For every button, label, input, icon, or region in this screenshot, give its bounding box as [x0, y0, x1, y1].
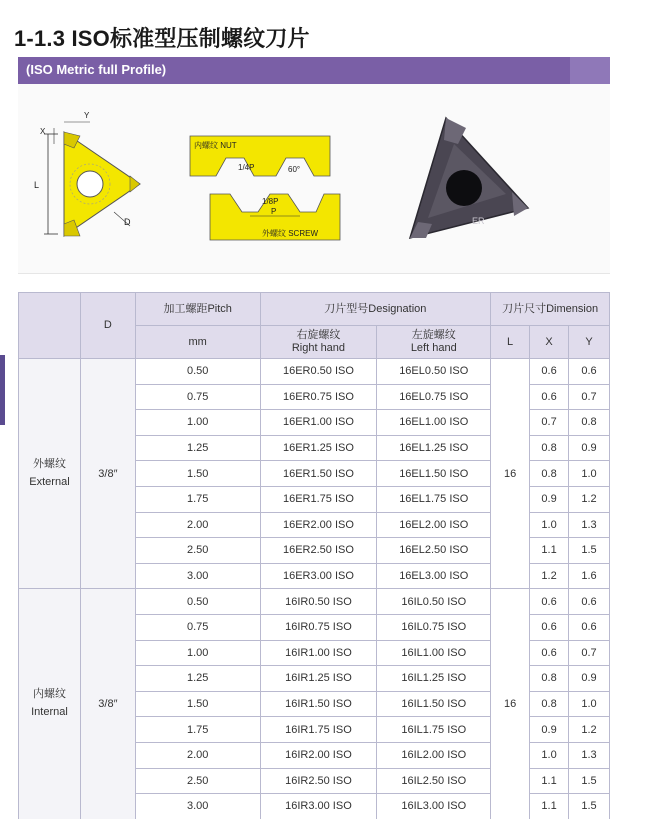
angle-label: 60°	[288, 165, 301, 174]
x-cell: 1.0	[530, 512, 569, 538]
x-cell: 0.8	[530, 691, 569, 717]
x-cell: 0.7	[530, 410, 569, 436]
x-cell: 0.6	[530, 589, 569, 615]
left-hand-cell: 16IL2.00 ISO	[377, 742, 491, 768]
thread-type-cell	[19, 359, 81, 589]
pitch-cell: 3.00	[135, 794, 260, 819]
thread-type-cell	[19, 589, 81, 819]
left-hand-cell: 16EL1.25 ISO	[377, 435, 491, 461]
header-right-en: Right hand	[291, 342, 346, 354]
y-cell: 1.5	[569, 794, 610, 819]
thread-type-cn: 外螺纹	[32, 458, 66, 471]
figure-area	[18, 84, 610, 274]
right-hand-cell: 16IR3.00 ISO	[260, 794, 377, 819]
x-cell: 1.2	[530, 563, 569, 589]
header-y: Y	[569, 326, 610, 359]
header-pitch: 加工螺距Pitch	[135, 293, 260, 326]
left-hand-cell: 16EL0.50 ISO	[377, 359, 491, 385]
y-cell: 0.9	[569, 435, 610, 461]
thread-profile-drawing	[190, 136, 340, 240]
y-cell: 0.8	[569, 410, 610, 436]
y-cell: 0.6	[569, 359, 610, 385]
pitch-cell: 0.75	[135, 614, 260, 640]
pitch-cell: 2.50	[135, 768, 260, 794]
insert-dimension-drawing	[34, 111, 140, 236]
spec-table-body	[19, 359, 610, 819]
y-cell: 0.7	[569, 640, 610, 666]
right-hand-cell: 16ER1.00 ISO	[260, 410, 377, 436]
y-cell: 1.3	[569, 512, 610, 538]
header-type-cell	[19, 293, 81, 359]
header-dimension: 刀片尺寸Dimension	[491, 293, 610, 326]
left-hand-cell: 16IL1.25 ISO	[377, 666, 491, 692]
pitch-cell: 0.75	[135, 384, 260, 410]
y-cell: 1.2	[569, 486, 610, 512]
left-hand-cell: 16EL1.00 ISO	[377, 410, 491, 436]
length-cell: 16	[491, 359, 530, 589]
y-cell: 0.7	[569, 384, 610, 410]
pitch-cell: 1.50	[135, 461, 260, 487]
thread-type-en: External	[29, 475, 70, 488]
x-cell: 0.8	[530, 435, 569, 461]
right-hand-cell: 16IR2.00 ISO	[260, 742, 377, 768]
left-hand-cell: 16IL0.50 ISO	[377, 589, 491, 615]
y-cell: 1.0	[569, 691, 610, 717]
left-hand-cell: 16EL2.00 ISO	[377, 512, 491, 538]
header-row-1	[19, 293, 610, 326]
right-hand-cell: 16IR0.75 ISO	[260, 614, 377, 640]
left-hand-cell: 16IL0.75 ISO	[377, 614, 491, 640]
x-cell: 0.6	[530, 359, 569, 385]
section-band	[18, 57, 610, 84]
x-cell: 0.6	[530, 614, 569, 640]
right-hand-cell: 16ER1.25 ISO	[260, 435, 377, 461]
dim-d-label: D	[124, 217, 131, 227]
x-cell: 1.1	[530, 538, 569, 564]
section-subtitle: (ISO Metric full Profile)	[26, 62, 167, 77]
length-cell: 16	[491, 589, 530, 819]
left-hand-cell: 16EL2.50 ISO	[377, 538, 491, 564]
right-hand-cell: 16IR0.50 ISO	[260, 589, 377, 615]
y-cell: 1.6	[569, 563, 610, 589]
y-cell: 1.5	[569, 538, 610, 564]
d-size-cell: 3/8″	[80, 589, 135, 819]
thread-type-en: Internal	[31, 706, 68, 719]
right-hand-cell: 16ER1.50 ISO	[260, 461, 377, 487]
nut-label: 内螺纹 NUT	[194, 141, 237, 150]
d-size-cell: 3/8″	[80, 359, 135, 589]
x-cell: 1.0	[530, 742, 569, 768]
left-hand-cell: 16IL1.50 ISO	[377, 691, 491, 717]
insert-photo	[410, 118, 528, 238]
x-cell: 0.9	[530, 486, 569, 512]
header-l: L	[491, 326, 530, 359]
page-title: 1-1.3 ISO标准型压制螺纹刀片	[14, 26, 310, 51]
right-hand-cell: 16IR1.25 ISO	[260, 666, 377, 692]
right-hand-cell: 16IR1.75 ISO	[260, 717, 377, 743]
right-hand-cell: 16IR1.00 ISO	[260, 640, 377, 666]
screw-label: 外螺纹 SCREW	[262, 229, 318, 238]
x-cell: 1.1	[530, 794, 569, 819]
left-hand-cell: 16EL1.50 ISO	[377, 461, 491, 487]
table-row	[19, 359, 610, 385]
left-accent-bar	[0, 355, 5, 425]
eighth-pitch-label: 1/8P	[262, 197, 279, 206]
header-left-cn: 左旋螺纹	[411, 329, 456, 342]
insert-hole	[77, 171, 103, 197]
y-cell: 0.6	[569, 589, 610, 615]
figures-svg	[18, 84, 610, 274]
left-hand-cell: 16EL3.00 ISO	[377, 563, 491, 589]
pitch-cell: 2.00	[135, 742, 260, 768]
right-hand-cell: 16ER1.75 ISO	[260, 486, 377, 512]
pitch-cell: 1.00	[135, 410, 260, 436]
pitch-label: P	[271, 207, 277, 216]
left-hand-cell: 16IL1.00 ISO	[377, 640, 491, 666]
y-cell: 0.9	[569, 666, 610, 692]
thread-type-cn: 内螺纹	[32, 688, 66, 701]
pitch-cell: 2.00	[135, 512, 260, 538]
y-cell: 1.0	[569, 461, 610, 487]
header-right-hand	[260, 326, 377, 359]
dim-x-label: X	[40, 127, 46, 136]
x-cell: 0.6	[530, 640, 569, 666]
pitch-cell: 0.50	[135, 359, 260, 385]
y-cell: 1.2	[569, 717, 610, 743]
pitch-cell: 1.00	[135, 640, 260, 666]
pitch-cell: 1.75	[135, 486, 260, 512]
x-cell: 0.6	[530, 384, 569, 410]
right-hand-cell: 16ER0.75 ISO	[260, 384, 377, 410]
right-hand-cell: 16IR2.50 ISO	[260, 768, 377, 794]
left-hand-cell: 16EL0.75 ISO	[377, 384, 491, 410]
y-cell: 0.6	[569, 614, 610, 640]
pitch-cell: 3.00	[135, 563, 260, 589]
pitch-cell: 2.50	[135, 538, 260, 564]
right-hand-cell: 16ER3.00 ISO	[260, 563, 377, 589]
x-cell: 0.8	[530, 461, 569, 487]
right-hand-cell: 16IR1.50 ISO	[260, 691, 377, 717]
header-left-hand	[377, 326, 491, 359]
pitch-cell: 1.25	[135, 435, 260, 461]
pitch-cell: 1.50	[135, 691, 260, 717]
photo-hole	[446, 170, 482, 206]
left-hand-cell: 16IL3.00 ISO	[377, 794, 491, 819]
dim-l-label: L	[34, 180, 40, 190]
band-tail	[570, 57, 610, 84]
header-x: X	[530, 326, 569, 359]
pitch-cell: 1.25	[135, 666, 260, 692]
pitch-cell: 0.50	[135, 589, 260, 615]
header-d: D	[80, 293, 135, 359]
x-cell: 0.8	[530, 666, 569, 692]
right-hand-cell: 16ER2.50 ISO	[260, 538, 377, 564]
table-row	[19, 589, 610, 615]
pitch-cell: 1.75	[135, 717, 260, 743]
quarter-pitch-label: 1/4P	[238, 163, 255, 172]
right-hand-cell: 16ER0.50 ISO	[260, 359, 377, 385]
y-cell: 1.5	[569, 768, 610, 794]
x-cell: 1.1	[530, 768, 569, 794]
photo-mark: ER	[472, 216, 485, 226]
y-cell: 1.3	[569, 742, 610, 768]
left-hand-cell: 16IL1.75 ISO	[377, 717, 491, 743]
header-left-en: Left hand	[410, 342, 457, 354]
x-cell: 0.9	[530, 717, 569, 743]
right-hand-cell: 16ER2.00 ISO	[260, 512, 377, 538]
header-right-cn: 右旋螺纹	[296, 329, 341, 342]
spec-table	[18, 292, 610, 819]
left-hand-cell: 16IL2.50 ISO	[377, 768, 491, 794]
header-designation: 刀片型号Designation	[260, 293, 491, 326]
header-pitch-unit: mm	[135, 326, 260, 359]
left-hand-cell: 16EL1.75 ISO	[377, 486, 491, 512]
dim-y-label: Y	[84, 111, 90, 120]
